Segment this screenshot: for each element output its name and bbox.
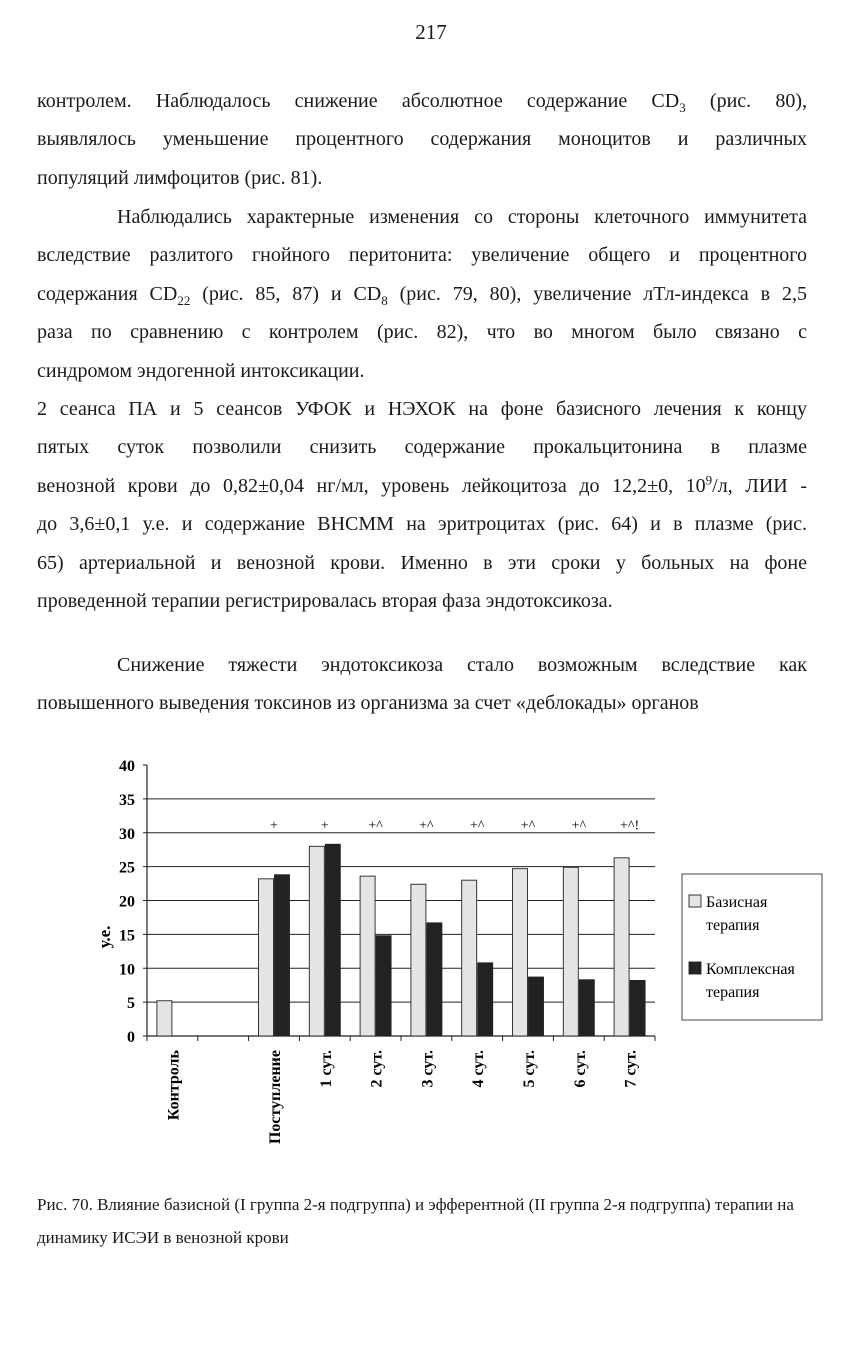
text-run: вследствие разлитого гнойного перитонита: увеличение общего и процентного [37,244,807,267]
category-label: 4 сут. [470,1050,488,1088]
paragraph-2 [37,198,807,390]
bar-basic [462,880,477,1036]
y-tick-label: 10 [119,961,135,979]
y-tick-label: 25 [119,859,135,877]
bar-complex [529,977,544,1036]
text-run: выявлялось уменьшение процентного содержания моноцитов и различных [37,128,807,151]
category-label: 6 сут. [571,1050,589,1088]
text-line [37,313,807,351]
bar-basic [157,1001,172,1036]
bar-complex [630,980,645,1036]
category-label: 3 сут. [419,1050,437,1088]
y-axis-label: у.е. [95,925,114,949]
bar-basic [259,879,274,1036]
text-line [37,684,807,722]
text-line [37,236,807,274]
legend-label-basic: Базисная [706,894,768,911]
script-text: 9 [705,472,713,488]
bar-basic [614,858,629,1036]
significance-mark: +^! [620,818,640,834]
text-line [37,428,807,466]
bar-complex [427,923,442,1036]
text-line [37,646,807,684]
text-run: популяций лимфоцитов (рис. 81). [37,166,323,189]
y-tick-label: 15 [119,927,135,945]
text-line [37,275,807,313]
y-tick-label: 30 [119,825,135,843]
legend-swatch-complex [689,962,701,974]
text-run: (рис. 80), [685,90,808,112]
significance-mark: +^ [419,818,434,834]
y-tick-label: 5 [127,995,135,1013]
text-line [37,352,807,390]
text-run: содержания CD [37,282,178,305]
legend-label-complex-2: терапия [706,984,760,1001]
bar-complex [275,875,290,1036]
bar-complex [579,980,594,1036]
text-run: (рис. 85, 87) и CD [190,282,382,305]
significance-mark: +^ [571,818,587,834]
text-line [37,544,807,582]
text-run: /л, ЛИИ - [712,474,807,497]
significance-mark: +^ [469,818,485,834]
bar-basic [563,867,578,1036]
text-line [37,198,807,236]
paragraph-3 [37,390,807,620]
y-tick-label: 20 [119,893,135,911]
category-label: 5 сут. [521,1050,538,1088]
text-run: венозной крови до 0,82±0,04 нг/мл, уровень лейкоцитоза до 12,2±0, 10 [37,474,706,497]
y-tick-label: 0 [127,1029,135,1046]
significance-mark: + [270,818,278,834]
significance-mark: +^ [368,818,383,834]
text-line [37,467,807,505]
bar-complex [376,936,391,1036]
text-run: синдромом эндогенной интоксикации. [37,359,365,382]
category-label: 7 сут. [622,1050,640,1088]
bar-complex [478,963,493,1036]
bar-complex [325,844,340,1036]
significance-mark: +^ [520,818,536,834]
significance-mark: + [320,818,329,834]
bar-basic [309,846,324,1036]
text-line [37,82,807,120]
bar-basic [360,876,375,1036]
category-label: 2 сут. [368,1050,386,1088]
text-run: Наблюдались характерные изменения со стороны клеточного иммунитета [117,206,807,228]
page-number: 217 [415,20,447,44]
text-line [37,505,807,543]
category-label: 1 сут. [317,1050,335,1088]
text-run: контролем. Наблюдалось снижение абсолютное содержание CD [37,90,680,112]
legend-label-basic-2: терапия [706,917,760,934]
text-run: 2 сеанса ПА и 5 сеансов УФОК и НЭХОК на фоне базисного лечения к концу [37,398,807,420]
text-run: раза по сравнению с контролем (рис. 82), что во многом было связано с [37,321,807,344]
text-line [37,120,807,158]
text-run: Снижение тяжести эндотоксикоза стало возможным вследствие как [117,654,807,676]
y-tick-label: 35 [119,791,135,809]
text-run: пятых суток позволили снизить содержание прокальцитонина в плазме [37,436,807,459]
category-label: Контроль [165,1050,183,1121]
text-run: повышенного выведения токсинов из организма за счет «деблокады» органов [37,692,699,715]
text-line [37,159,807,197]
text-line [37,390,807,428]
text-run: проведенной терапии регистрировалась вторая фаза эндотоксикоза. [37,590,613,613]
legend-swatch-basic [689,895,701,907]
category-label: Поступление [267,1050,284,1145]
script-text: 8 [381,292,388,308]
paragraph-1 [37,82,807,197]
bar-chart [0,750,862,1180]
bar-basic [513,869,528,1036]
text-run: 65) артериальной и венозной крови. Именно в эти сроки у больных на фоне [37,551,807,574]
text-line [37,582,807,620]
script-text: 22 [177,292,191,308]
text-run: до 3,6±0,1 у.е. и содержание ВНСММ на эритроцитах (рис. 64) и в плазме (рис. [37,513,807,536]
legend-label-complex: Комплексная [706,961,795,978]
paragraph-4 [37,646,807,723]
script-text: 3 [679,100,686,115]
figure-caption: Рис. 70. Влияние базисной (I группа 2-я подгруппа) и эфферентной (II группа 2-я подгруппа) терапии на динамику ИСЭИ в венозной крови [37,1195,794,1247]
bar-basic [411,884,426,1036]
y-tick-label: 40 [119,758,135,775]
text-run: (рис. 79, 80), увеличение лТл-индекса в 2,5 [387,282,808,305]
